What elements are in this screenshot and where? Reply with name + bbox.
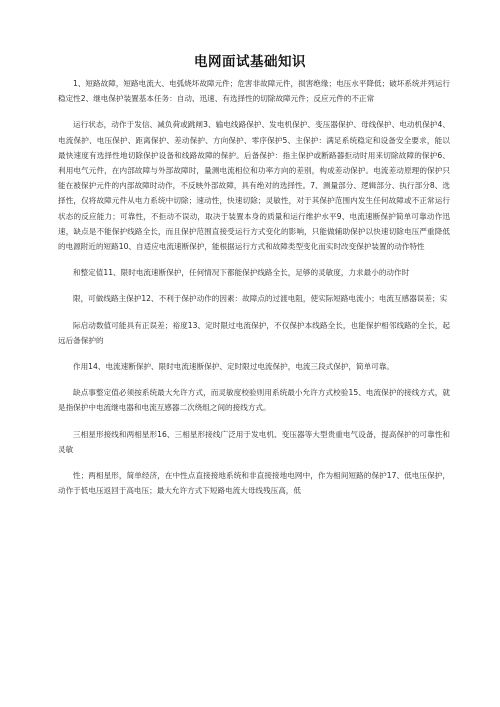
paragraph: 际启动数值可能具有正误差；裕度13、定时限过电流保护，不仅保护本线路全长，也能保护相邻线路的全长，起远后备保护的 — [58, 320, 450, 345]
document-body — [58, 76, 450, 509]
paragraph: 缺点事整定值必须按系统最大允许方式，而灵敏度校验则用系统最小允许方式校验15、电流保护的接线方式，就是指保护中电流继电器和电流互感器二次绕组之间的接线方式。 — [58, 388, 450, 413]
paragraph: 限，可做线路主保护12、不利于保护动作的因素：故障点的过渡电阻，使实际短路电流小；电流互感器误差；实 — [73, 294, 448, 304]
paragraph: 和整定值11、限时电流速断保护，任何情况下都能保护线路全长，足够的灵敏度，力求最小的动作时 — [73, 268, 410, 278]
paragraph: 三相星形接线和两相星形16、三相星形接线广泛用于发电机、变压器等大型贵重电气设备，提高保护的可靠性和灵敏 — [58, 429, 450, 454]
paragraph: 运行状态，动作于发信、减负荷或跳闸3、输电线路保护、发电机保护、变压器保护、母线保护、电动机保护4、电流保护、电压保护、距离保护、差动保护、方向保护、零序保护5、主保护：满足系统稳定和设备安全要求，能以最快速度有选择性地切除保护设备和线路故障的保护。后备保护：指主保护或断路器拒动时用来切除故障的保护6、利用电气元件，在内部故障与外部故障时，量测电流相位和功率方向的差别，构成差动保护。电流差动原理的保护只能在被保护元件的内部故障时动作，不反映外部故障，具有绝对的选择性。7、测量部分、逻辑部分、执行部分8、选择性，仅将故障元件从电力系统中切除；速动性，快速切除；灵敏性，对于其保护范围内发生任何故障或不正常运行状态的反应能力；可靠性，不拒动不误动，取决于装置本身的质量和运行维护水平9、电流速断保护简单可靠动作迅速，缺点是不能保护线路全长，而且保护范围直接受运行方式变化的影响，只能做辅助保护以快速切除电压严重降低的电源附近的短路10、自适应电流速断保护，能根据运行方式和故障类型变化而实时改变保护装置的动作特性 — [58, 120, 450, 252]
paragraph: 1、短路故障，短路电流大、电弧烧坏故障元件；危害非故障元件，损害绝缘；电压水平降低；破坏系统并列运行稳定性2、继电保护装置基本任务：自动、迅速、有选择性的切除故障元件；反应元件的不正常 — [58, 79, 450, 104]
document-title: 电网面试基础知识 — [194, 54, 306, 70]
paragraph: 性；两相星形，简单经济，在中性点直接接地系统和非直接接地电网中，作为相间短路的保护17、低电压保护，动作于低电压返回于高电压；最大允许方式下短路电流大母线残压高，低 — [58, 471, 450, 496]
paragraph: 作用14、电流速断保护、限时电流速断保护、定时限过电流保护，电流三段式保护，简单可靠。 — [73, 362, 395, 372]
